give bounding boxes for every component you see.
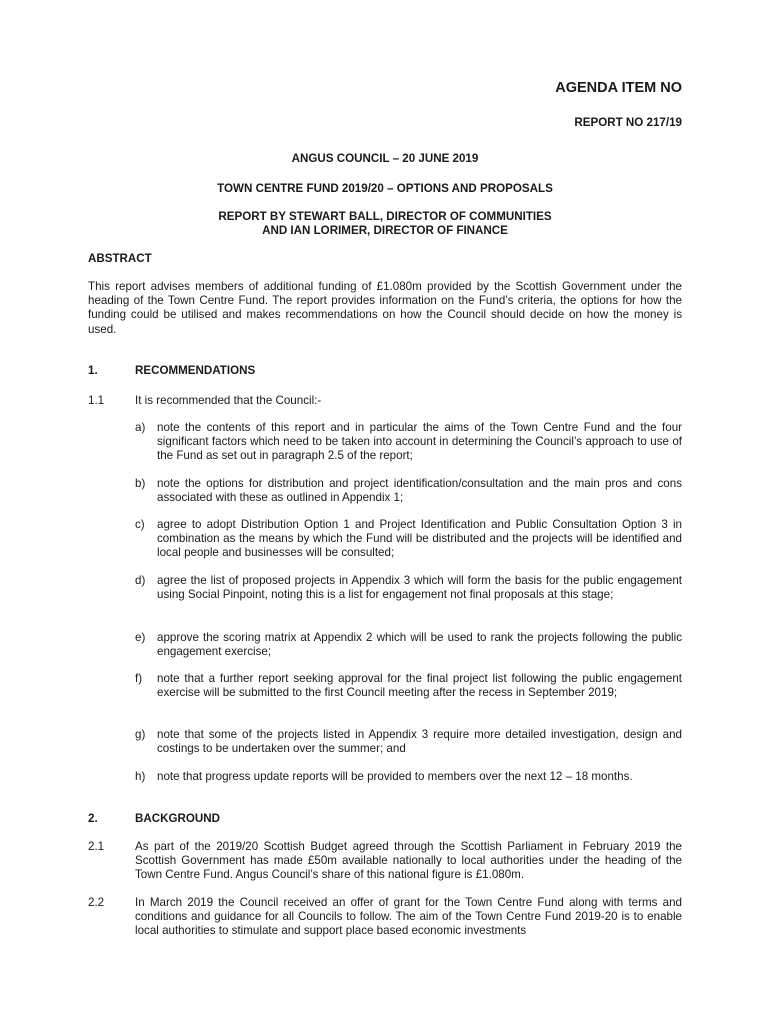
- paragraph-2-1-number: 2.1: [88, 840, 105, 853]
- section-1-number: 1.: [88, 364, 98, 377]
- paragraph-2-1-text: As part of the 2019/20 Scottish Budget agreed through the Scottish Parliament in February 2019 the Scottish Government has made £50m available nationally to local authorities under the heading of the Town Centre Fund. Angus Council’s share of this national figure is £1.080m.: [135, 840, 682, 882]
- paragraph-1-1-intro: It is recommended that the Council:-: [135, 394, 322, 407]
- item-text: note that some of the projects listed in Appendix 3 require more detailed investigation, design and costings to be undertaken over the summer; and: [157, 728, 682, 756]
- item-letter: g): [135, 728, 146, 741]
- abstract-heading: ABSTRACT: [88, 252, 152, 265]
- section-2-title: BACKGROUND: [135, 812, 221, 825]
- recommendation-item-b: [135, 477, 682, 505]
- agenda-item-heading: AGENDA ITEM NO: [555, 80, 682, 96]
- item-text: agree the list of proposed projects in Appendix 3 which will form the basis for the public engagement using Social Pinpoint, noting this is a list for engagement not final proposals at this stage;: [157, 574, 682, 602]
- recommendation-item-h: [135, 770, 682, 784]
- authors-line-1: REPORT BY STEWART BALL, DIRECTOR OF COMMUNITIES: [218, 210, 552, 223]
- report-subject-title: TOWN CENTRE FUND 2019/20 – OPTIONS AND PROPOSALS: [217, 182, 553, 195]
- council-date-title: ANGUS COUNCIL – 20 JUNE 2019: [291, 152, 479, 165]
- item-letter: f): [135, 672, 143, 685]
- item-letter: b): [135, 477, 146, 490]
- item-letter: a): [135, 421, 146, 434]
- paragraph-1-1-number: 1.1: [88, 394, 105, 407]
- paragraph-2-2-text: In March 2019 the Council received an offer of grant for the Town Centre Fund along with terms and conditions and guidance for all Councils to follow. The aim of the Town Centre Fund 2019-20 is to enable local authorities to stimulate and support place based economic investments: [135, 896, 682, 938]
- item-text: note that progress update reports will be provided to members over the next 12 – 18 months.: [157, 770, 633, 783]
- report-number: REPORT NO 217/19: [574, 116, 682, 129]
- authors-line-2: AND IAN LORIMER, DIRECTOR OF FINANCE: [262, 224, 508, 238]
- item-text: note that a further report seeking approval for the final project list following the public engagement exercise will be submitted to the first Council meeting after the recess in September 2019;: [157, 672, 682, 700]
- recommendation-item-f: [135, 672, 682, 700]
- item-letter: c): [135, 518, 145, 531]
- item-letter: d): [135, 574, 146, 587]
- item-text: agree to adopt Distribution Option 1 and Project Identification and Public Consultation Option 3 in combination as the means by which the Fund will be distributed and the projects will be identified and local people and businesses will be consulted;: [157, 518, 682, 560]
- section-1-title: RECOMMENDATIONS: [135, 364, 256, 377]
- paragraph-2-2-number: 2.2: [88, 896, 105, 909]
- recommendation-item-g: [135, 728, 682, 756]
- item-text: approve the scoring matrix at Appendix 2 which will be used to rank the projects following the public engagement exercise;: [157, 631, 682, 659]
- report-authors: [88, 210, 682, 238]
- item-text: note the options for distribution and project identification/consultation and the main pros and cons associated with these as outlined in Appendix 1;: [157, 477, 682, 505]
- recommendation-item-e: [135, 631, 682, 659]
- recommendation-item-d: [135, 574, 682, 602]
- recommendation-item-a: [135, 421, 682, 464]
- section-2-number: 2.: [88, 812, 98, 825]
- recommendation-item-c: [135, 518, 682, 561]
- item-letter: h): [135, 770, 146, 783]
- abstract-text: This report advises members of additional funding of £1.080m provided by the Scottish Government under the heading of the Town Centre Fund. The report provides information on the Fund’s criteria, the options for how the funding could be utilised and makes recommendations on how the Council should decide on how the money is used.: [88, 280, 682, 336]
- item-letter: e): [135, 631, 146, 644]
- item-text: note the contents of this report and in particular the aims of the Town Centre Fund and the four significant factors which need to be taken into account in determining the Council’s approach to use of the Fund as set out in paragraph 2.5 of the report;: [157, 421, 682, 463]
